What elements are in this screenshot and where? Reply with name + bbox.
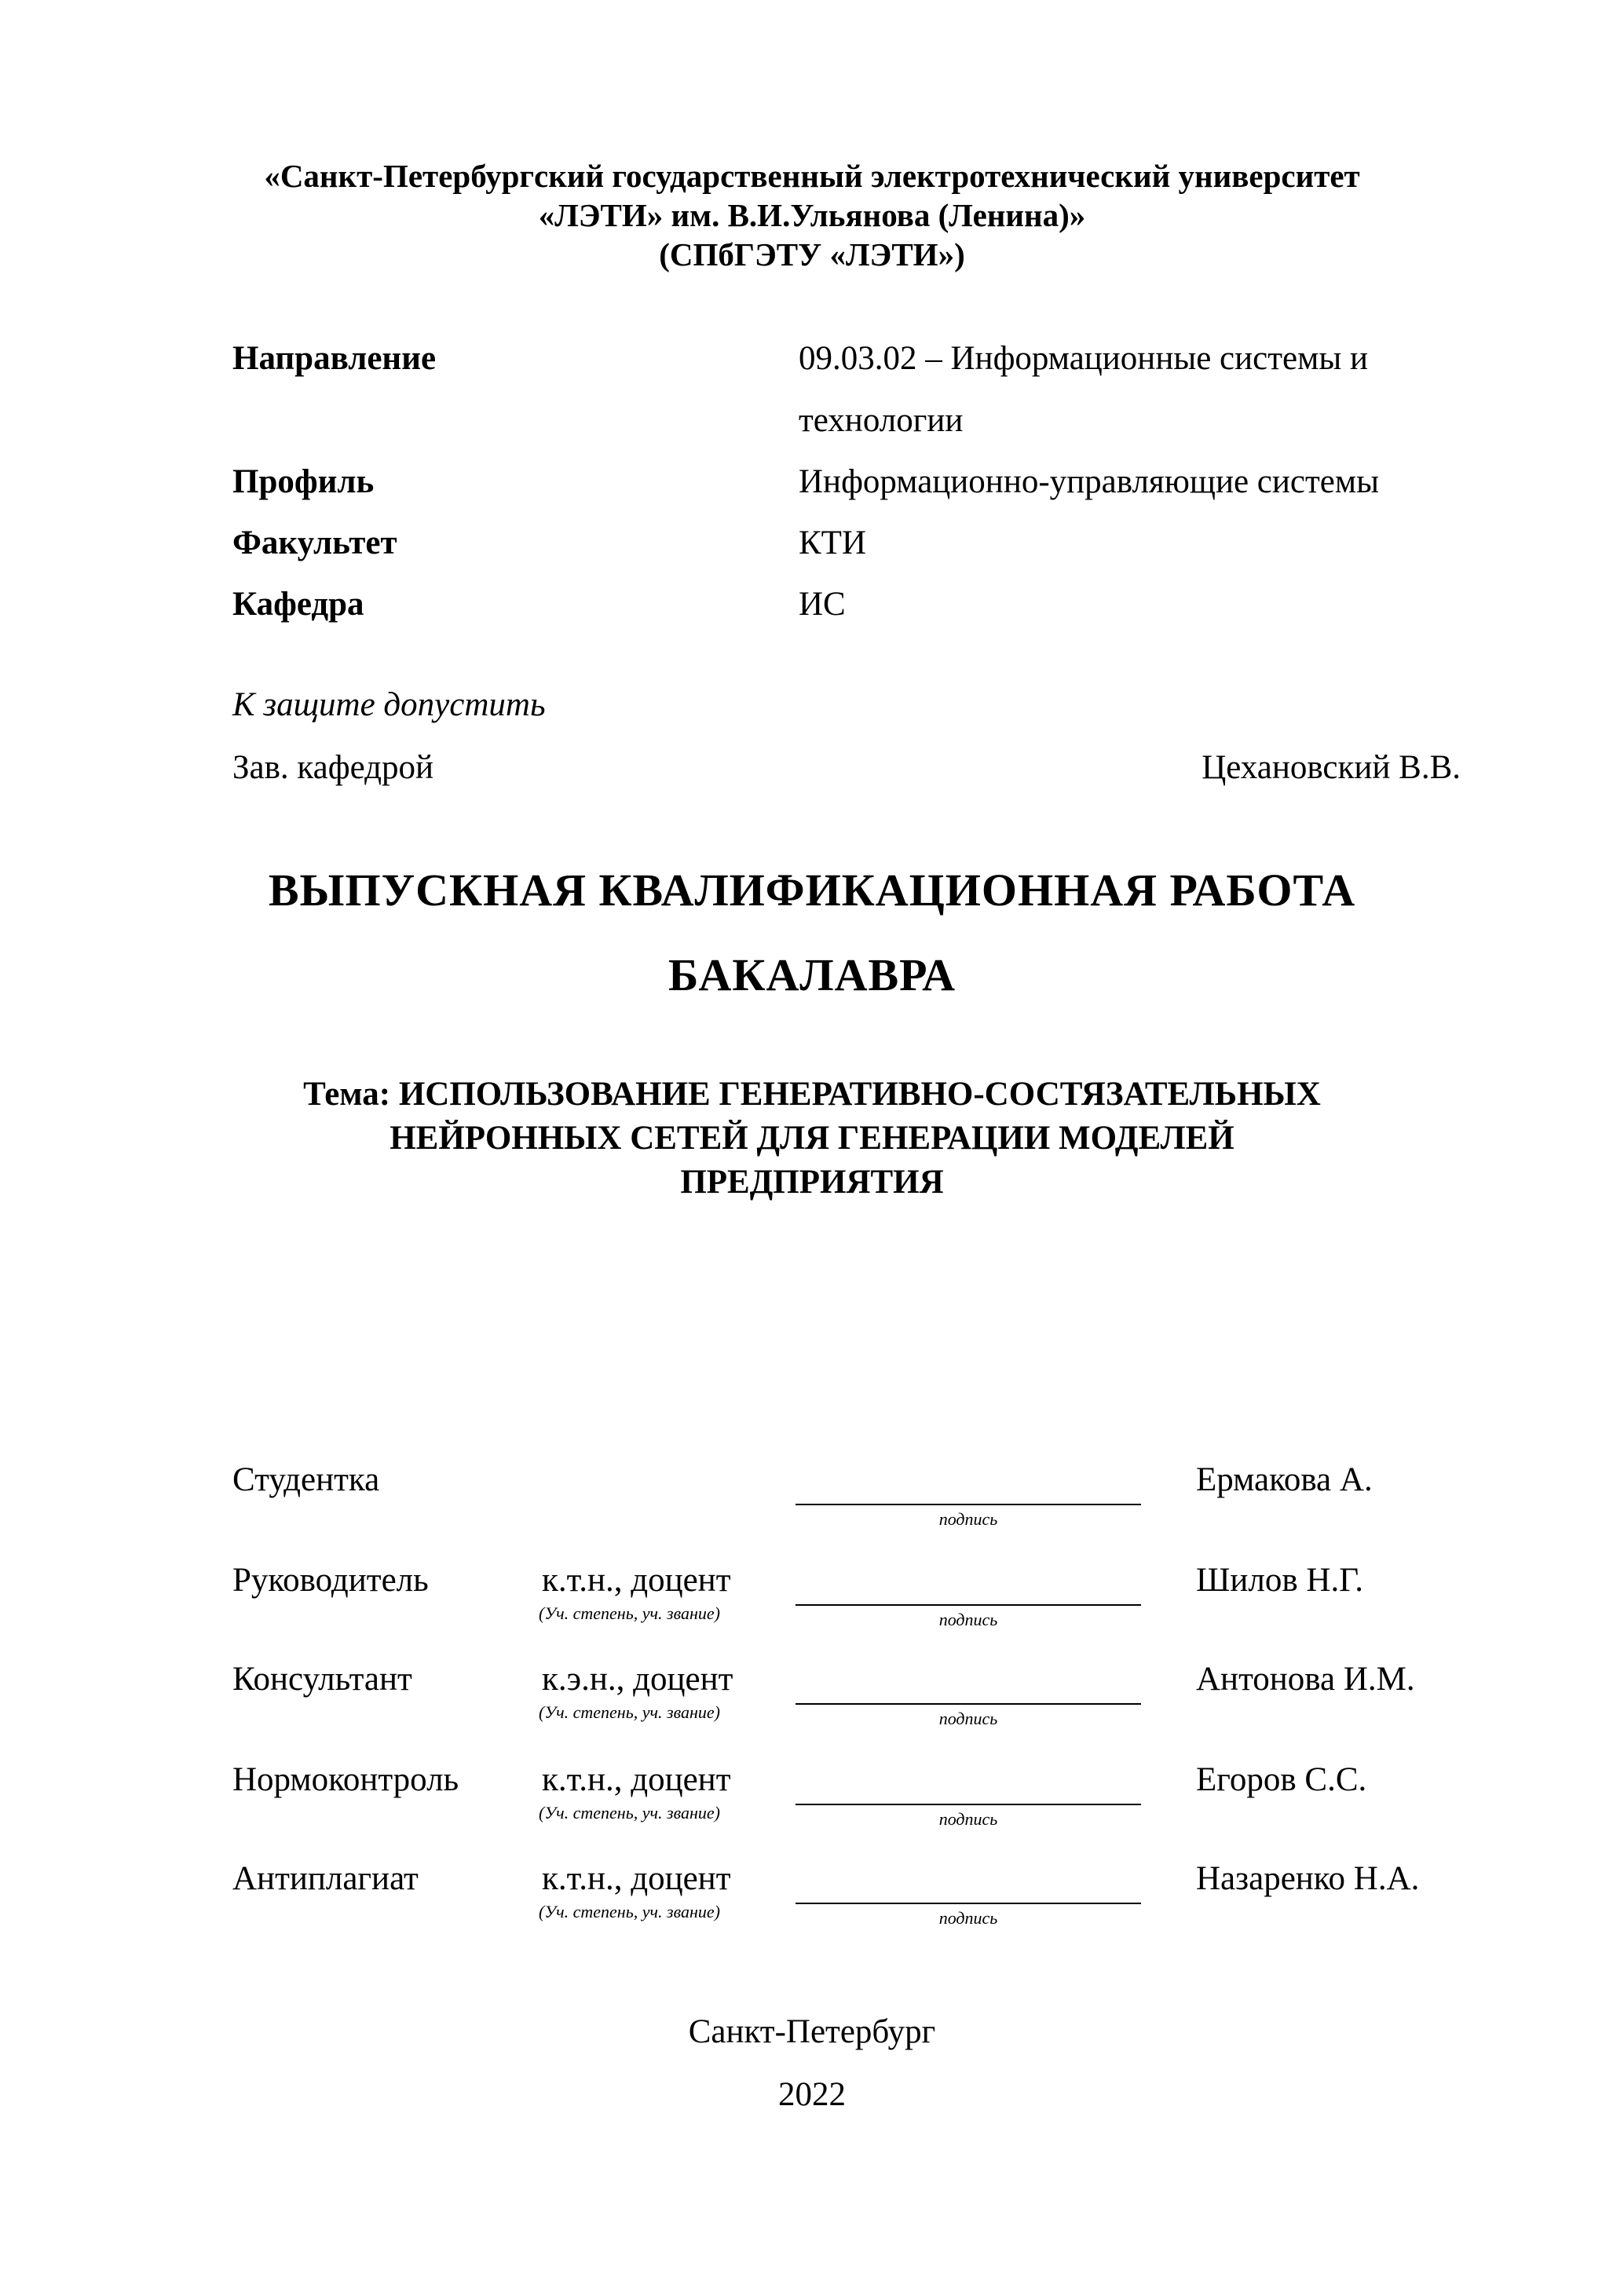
signature-role: Студентка bbox=[232, 1461, 380, 1498]
signatory-name: Назаренко Н.А. bbox=[1196, 1860, 1420, 1897]
direction-value-line2: технологии bbox=[799, 402, 964, 439]
signature-role: Консультант bbox=[232, 1661, 412, 1698]
head-of-department-name: Цехановский В.В. bbox=[1202, 749, 1461, 786]
direction-label: Направление bbox=[232, 340, 437, 377]
approval-caption: К защите допустить bbox=[232, 686, 546, 723]
signature-caption: подпись bbox=[938, 1509, 998, 1529]
signature-caption: подпись bbox=[938, 1908, 998, 1928]
faculty-value: КТИ bbox=[799, 525, 866, 561]
academic-degree: к.т.н., доцент bbox=[542, 1562, 731, 1599]
signature-line bbox=[796, 1604, 1141, 1606]
degree-caption: (Уч. степень, уч. звание) bbox=[539, 1702, 720, 1722]
topic-line1: Тема: ИСПОЛЬЗОВАНИЕ ГЕНЕРАТИВНО-СОСТЯЗАТЕЛЬНЫХ bbox=[303, 1076, 1321, 1113]
signature-role: Антиплагиат bbox=[232, 1860, 419, 1897]
university-abbreviation: (СПбГЭТУ «ЛЭТИ») bbox=[659, 236, 965, 272]
signature-role: Нормоконтроль bbox=[232, 1761, 459, 1798]
head-of-department-label: Зав. кафедрой bbox=[232, 749, 434, 786]
signature-line bbox=[796, 1804, 1141, 1805]
department-label: Кафедра bbox=[232, 586, 364, 623]
university-name-line2: «ЛЭТИ» им. В.И.Ульянова (Ленина)» bbox=[538, 197, 1086, 233]
signatory-name: Ермакова А. bbox=[1196, 1461, 1373, 1498]
topic-line3: ПРЕДПРИЯТИЯ bbox=[680, 1164, 944, 1201]
signature-line bbox=[796, 1703, 1141, 1705]
signature-caption: подпись bbox=[938, 1709, 998, 1728]
profile-value: Информационно-управляющие системы bbox=[799, 463, 1379, 500]
year: 2022 bbox=[778, 2076, 846, 2113]
signatory-name: Егоров С.С. bbox=[1196, 1761, 1367, 1798]
topic-line2: НЕЙРОННЫХ СЕТЕЙ ДЛЯ ГЕНЕРАЦИИ МОДЕЛЕЙ bbox=[390, 1120, 1234, 1157]
academic-degree: к.т.н., доцент bbox=[542, 1761, 731, 1798]
direction-value-line1: 09.03.02 – Информационные системы и bbox=[799, 340, 1368, 377]
signature-line bbox=[796, 1903, 1141, 1904]
signatory-name: Шилов Н.Г. bbox=[1196, 1562, 1363, 1599]
signature-caption: подпись bbox=[938, 1809, 998, 1829]
signature-line bbox=[796, 1504, 1141, 1505]
document-title-line1: ВЫПУСКНАЯ КВАЛИФИКАЦИОННАЯ РАБОТА bbox=[268, 865, 1356, 916]
degree-caption: (Уч. степень, уч. звание) bbox=[539, 1803, 720, 1823]
university-name-line1: «Санкт-Петербургский государственный электротехнический университет bbox=[264, 158, 1360, 194]
degree-caption: (Уч. степень, уч. звание) bbox=[539, 1603, 720, 1623]
faculty-label: Факультет bbox=[232, 525, 397, 561]
document-title-line2: БАКАЛАВРА bbox=[668, 949, 956, 1000]
city: Санкт-Петербург bbox=[688, 2013, 936, 2050]
signature-role: Руководитель bbox=[232, 1562, 429, 1599]
signature-caption: подпись bbox=[938, 1610, 998, 1629]
academic-degree: к.т.н., доцент bbox=[542, 1860, 731, 1897]
degree-caption: (Уч. степень, уч. звание) bbox=[539, 1902, 720, 1921]
department-value: ИС bbox=[799, 586, 846, 623]
profile-label: Профиль bbox=[232, 463, 375, 500]
signatory-name: Антонова И.М. bbox=[1196, 1661, 1415, 1698]
academic-degree: к.э.н., доцент bbox=[542, 1661, 733, 1698]
